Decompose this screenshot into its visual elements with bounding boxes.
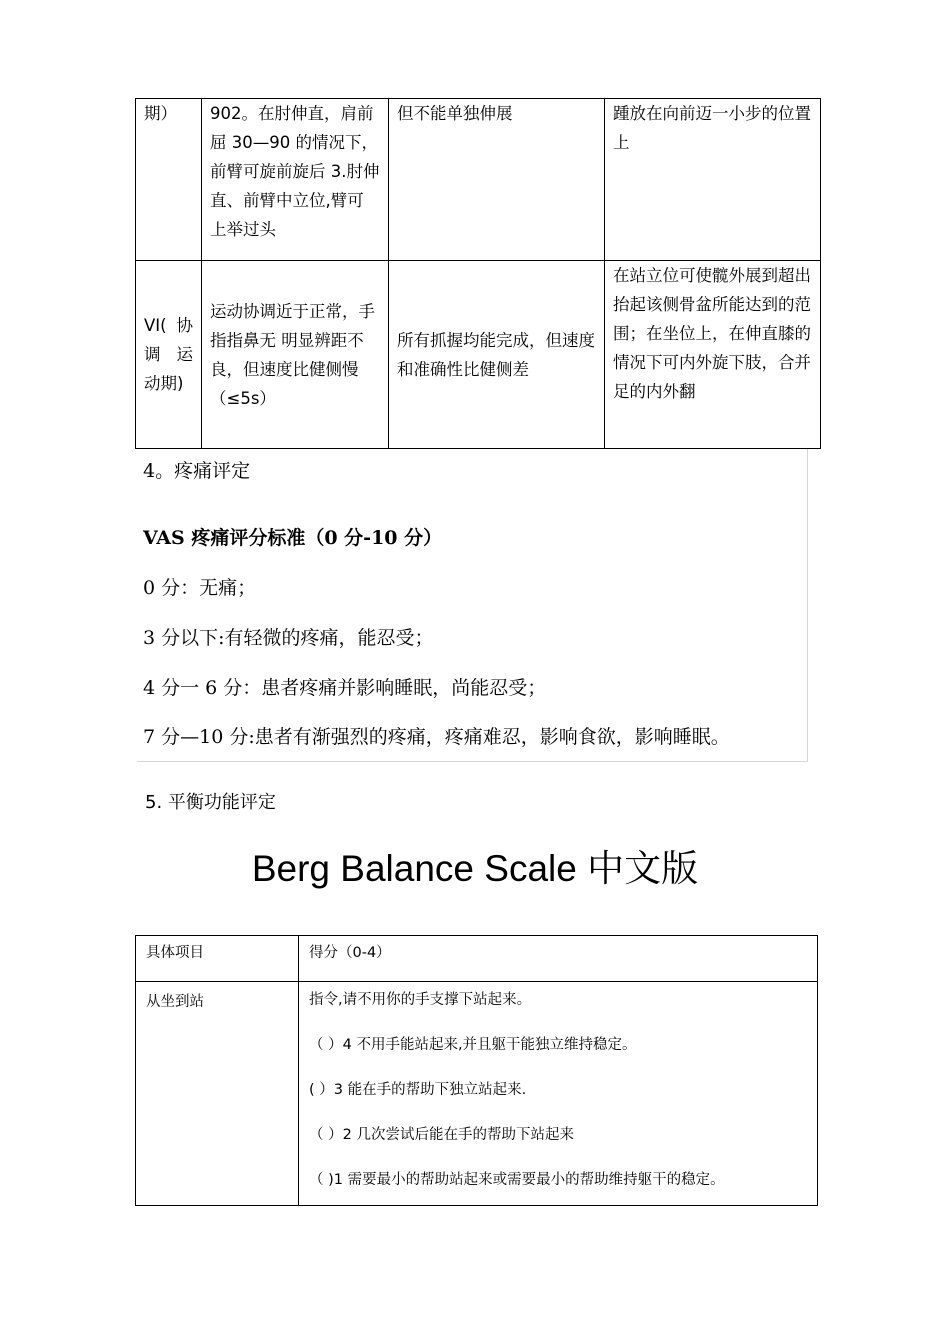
pain-section-title: 4。疼痛评定 — [143, 460, 251, 482]
balance-section-title: 5. 平衡功能评定 — [145, 792, 276, 813]
vas-line: 3 分以下:有轻微的疼痛，能忍受； — [143, 627, 434, 649]
header-score: 得分（0-4） — [299, 936, 818, 982]
upper-limb-cell: 902。在肘伸直，肩前屈 30—90 的情况下，前臂可旋前旋后 3.肘伸直、前臂中立位,臂可上举过头 — [202, 99, 389, 261]
brunnstrom-table — [135, 98, 821, 449]
upper-limb-cell: 运动协调近于正常，手指指鼻无 明显辨距不良，但速度比健侧慢（≤5s） — [202, 261, 389, 449]
stage-cell: VI( 协调 运动期) — [136, 261, 202, 449]
score-cell — [299, 982, 818, 1206]
table-row — [136, 982, 818, 1206]
lower-limb-cell: 在站立位可使髋外展到超出抬起该侧骨盆所能达到的范围；在坐位上，在伸直膝的情况下可内外旋下肢，合并足的内外翻 — [605, 261, 821, 449]
hand-cell: 所有抓握均能完成，但速度和准确性比健侧差 — [389, 261, 605, 449]
instruction-text: 指令,请不用你的手支撑下站起来。 — [309, 992, 532, 1008]
table-row — [136, 261, 821, 449]
vas-section — [137, 449, 808, 762]
item-cell: 从坐到站 — [136, 982, 299, 1206]
hand-cell: 但不能单独伸展 — [389, 99, 605, 261]
berg-table — [135, 935, 818, 1206]
lower-limb-cell: 踵放在向前迈一小步的位置上 — [605, 99, 821, 261]
score-option: （ ）4 不用手能站起来,并且躯干能独立维持稳定。 — [309, 1037, 637, 1053]
stage-cell: 期） — [136, 99, 202, 261]
berg-scale-title: Berg Balance Scale 中文版 — [251, 848, 699, 889]
score-option: （ )1 需要最小的帮助站起来或需要最小的帮助维持躯干的稳定。 — [309, 1172, 725, 1188]
header-item: 具体项目 — [136, 936, 299, 982]
table-row — [136, 99, 821, 261]
score-option: （ ）2 几次尝试后能在手的帮助下站起来 — [309, 1127, 574, 1143]
table-header-row — [136, 936, 818, 982]
vas-line: 4 分一 6 分：患者疼痛并影响睡眠，尚能忍受； — [143, 677, 547, 699]
vas-title: VAS 疼痛评分标准（0 分-10 分） — [143, 527, 443, 549]
vas-line: 0 分：无痛； — [143, 577, 257, 599]
score-option: ( ）3 能在手的帮助下独立站起来. — [309, 1082, 527, 1098]
vas-line: 7 分—10 分:患者有渐强烈的疼痛，疼痛难忍，影响食欲，影响睡眠。 — [143, 726, 730, 748]
